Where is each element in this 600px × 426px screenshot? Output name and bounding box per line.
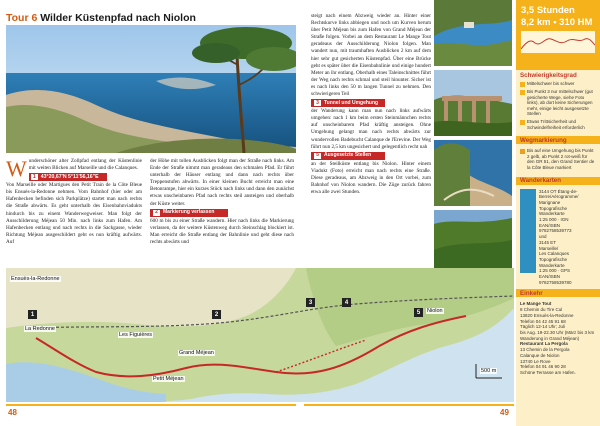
route-text-5: der Wanderung kann man nun nach links aufwärts umgehen: nach 1 km beim ersten Steinmännchen rechts auf unscheinbarem Pfad kräftig ansteigen. Ohne Umgehung gelangt man nach rechts abwärts zur wundervollen Badebucht Calanque de l'Erevine. Der Weg führt nun 2,5 km ungesichert und gelegentlich recht nah (311, 108, 431, 150)
difficulty-item (520, 119, 596, 130)
map-cover-icon (520, 189, 536, 273)
map-waypoint-2: 2 (212, 310, 221, 319)
map-waypoint-4: 4 (342, 298, 351, 307)
eat-line: Telefon 04 91 46 90 28 (520, 364, 566, 370)
route-text-2: der Höhe mit tollen Ausblicken folgt man der Straße nach links. Am Ende der Straße nimmt man geradeaus den schmalen Pfad. Er führt unterhalb der Häuser entlang und dann nach rechts über Treppenstufen abwärts. In einer kleinen Bucht erreicht man eine Betonrampe, hier ein kurzes Stück nach links und dann den zunächst etwas unscheinbaren Pfad nach rechts steil ansteigen und oberhalb der Küste weiter. (150, 158, 294, 207)
maps-line: Wanderkarte (539, 211, 565, 217)
eat-section (516, 299, 600, 377)
maps-line: Topografische (539, 205, 568, 211)
maps-line: 9782758539773 (539, 228, 572, 234)
map-waypoint-1: 1 (28, 310, 37, 319)
maps-line: Marignane (539, 199, 561, 205)
eat-title: Einkehr (520, 289, 543, 297)
eat-line: Schöne Terrasse am Hafen. (520, 369, 576, 375)
eat-line: Täglich 12-14 Uhr; Juli (520, 324, 566, 330)
eat-line: 13740 Le Rove (520, 358, 551, 364)
maps-line: Marseille/ (539, 245, 559, 251)
distance-elevation: 8,2 km • 310 HM (521, 17, 593, 28)
maps-bar (516, 177, 600, 185)
square-icon (520, 120, 525, 125)
square-icon (520, 149, 525, 154)
maps-line: EAN/ISBN (539, 222, 561, 228)
marking-section (516, 146, 600, 174)
tour-label: Tour 6 (6, 12, 38, 24)
difficulty-title: Schwierigkeitsgrad (520, 72, 577, 79)
page-number-right: 49 (500, 408, 509, 417)
eat-line: 13820 Ensuès-la-Redonne (520, 312, 574, 318)
maps-list (539, 189, 596, 286)
waypoint-3 (311, 99, 385, 107)
marking-item (520, 148, 596, 170)
route-text-6: an der Steilküste entlang bis Niolon. Hinter einem Viadukt (Foto) erreicht man nach rechts eine Straße. Diese geradeaus, am Abzweig in den Ort vorbei, zum Bahnhof von Niolon wandern. Die Züge zurück fahren etwa alle zwei Stunden. (311, 160, 431, 196)
maps-section (516, 187, 600, 288)
map-waypoint-3: 3 (306, 298, 315, 307)
maps-line: 3144 OT Étang-de-Berre/Aérogramme/ (539, 188, 579, 200)
route-text-4: steigt nach einem Abzweig wieder an. Hinter einer Rechtskurve links abbiegen und noch um Kurven herum über Petit Méjean bis zum Hafen von Grand Méjean der Straße folgen. Vorbei an dem Restaurant Le Mange Tout geradeaus der Ausschilderung Niolon folgen. Man wandert nun, mit traumhaften Ausblicken 2 km auf dem hier sehr gut gesicherten Küstenpfad. Über eine Brücke geht es später über die Eisenbahnlinie und einige hundert Meter an ihr entlang. Oberhalb eines Taleinschnittes führt der Weg nach rechts schmal und steil hinunter. Sicher ist es nach links den 50 m langen Tunnel zu nehmen. Den schwierigeren Teil (311, 13, 431, 98)
sidebar-header (516, 0, 600, 70)
tour-title: Wilder Küstenpfad nach Niolon (40, 12, 196, 24)
difficulty-text: Etwas Trittsicherheit und Schwindelfreiheit erforderlich (527, 118, 585, 130)
map-label-la-redonne: La Redonne (25, 326, 55, 332)
elevation-profile (521, 31, 595, 53)
maps-title: Wanderkarten (520, 177, 562, 185)
waypoint-5 (311, 152, 385, 160)
footer-rule-left (6, 404, 296, 406)
marking-title: Wegmarkierung (520, 136, 567, 144)
map-label-scale: 500 m (481, 368, 497, 374)
footer-rule-right (304, 404, 514, 406)
route-text-1: Von Marseille oder Martigues den Petit Train de la Côte Bleue bis Ensuès-la-Redonne nehmen. Vom Bahnhof (hier oder am Hafenbecken befinden sich Parkplätze) startet man nach rechts die Straße abwärts. Es geht unterhalb des Eisenbahnviadukts hindurch bis zu einem Wanderwegweiser. Man folgt der Ausschilderung Méjean 50 Min. nach links zum Hafen. Am Hafenbecken entlang und nach rechts in die Sackgasse, wieder Richtung Méjean ausgeschildert geht es nun kräftig aufwärts. Auf (6, 182, 142, 245)
eat-bar (516, 289, 600, 297)
waypoint-number: 5 (314, 153, 321, 159)
waypoint-title: Ausgesetzte Stellen (324, 152, 372, 159)
waypoint-number: 2 (153, 210, 160, 216)
map-label-petit-mejean: Petit Méjean (153, 376, 184, 382)
waypoint-2 (150, 209, 228, 217)
eat-line: Le Mange Tout (520, 301, 552, 307)
waypoint-number: 1 (31, 174, 38, 180)
gps-waypoint-1 (29, 173, 107, 181)
waypoint-title: Tunnel und Umgehung (324, 99, 379, 106)
gps-coordinates: 43°20,67'N 5°11'56,16"E (40, 173, 99, 180)
eat-line: Telefon 04 42 45 91 68 (520, 318, 566, 324)
square-icon (520, 82, 525, 87)
eat-line: Calanque de Niolon (520, 352, 560, 358)
route-map (6, 268, 514, 402)
maps-line: 3145 ET (539, 239, 557, 245)
photo-strip (434, 0, 512, 272)
duration: 3,5 Stunden (521, 5, 575, 16)
page-number-left: 48 (8, 408, 17, 417)
map-label-niolon: Niolon (427, 308, 443, 314)
map-waypoint-5: 5 (414, 308, 423, 317)
info-sidebar (516, 0, 600, 426)
square-icon (520, 90, 525, 95)
maps-line: 1:25 000 · GPS (539, 268, 571, 274)
intro-text: underschöner alter Zollpfad entlang der Küstenlinie mit weiten Blicken auf Marseille und die Calanques. (28, 158, 142, 172)
difficulty-item (520, 81, 596, 87)
photo-strip-art (434, 0, 512, 272)
eat-line: Restaurant La Pergola (520, 341, 568, 347)
map-label-ensues: Ensuès-la-Redonne (11, 276, 60, 282)
maps-line: Topografische (539, 256, 568, 262)
waypoint-title: Markierung verlassen (163, 209, 215, 216)
text-column-3 (311, 13, 431, 196)
eat-line: 13 Chemin de la Pergola (520, 347, 570, 353)
eat-line: bis Aug. 19-22.30 Uhr (März bis 3 km Wanderung in Grand Méjean) (520, 330, 595, 341)
difficulty-item (520, 89, 596, 117)
waypoint-number: 3 (314, 100, 321, 106)
map-label-grand-mejean: Grand Méjean (179, 350, 214, 356)
maps-line: und (539, 234, 547, 240)
map-label-les-figuieres: Les Figuières (119, 332, 153, 338)
maps-line: 9782758539780 (539, 279, 572, 285)
difficulty-text: Bis Punkt 3 nur mittelschwer (gut gesicherte Wege, siehe Foto links), ab dort keine Sicherungen mehr, einige leicht ausgesetzte Stellen (527, 89, 593, 117)
difficulty-text: Mittelschwer bis schwer (527, 81, 575, 86)
map-art (6, 268, 514, 402)
dropcap: W (6, 156, 27, 181)
coast-photo-art (6, 25, 296, 153)
coast-photo (6, 25, 296, 153)
route-text-3: 600 m bis zu einer Straße wandern. Hier nach links die Markierung verlassen, da der weitere Küstenweg durch Steinschlag blockiert ist. Man erreicht die Straße entlang der Bahnlinie und geht diese nach rechts abwärts und (150, 217, 294, 245)
maps-line: Wanderkarte (539, 262, 565, 268)
text-column-2 (150, 158, 294, 246)
maps-line: 1:25 000 · IGN (539, 217, 569, 223)
text-column-1 (6, 158, 142, 246)
marking-bar (516, 136, 600, 144)
marking-text: Bis auf eine Umgehung bis Punkt 2 gelb, ab Punkt 2 rot-weiß für den GR 51, den Grand Sentier de la Côte Bleue markiert (527, 148, 595, 170)
difficulty-section (516, 70, 600, 134)
maps-line: Les Calanques (539, 251, 570, 257)
tour-heading (6, 12, 196, 24)
eat-line: 8 Chemin du Tire Cul (520, 307, 563, 313)
maps-line: EAN/ISBN (539, 274, 561, 280)
